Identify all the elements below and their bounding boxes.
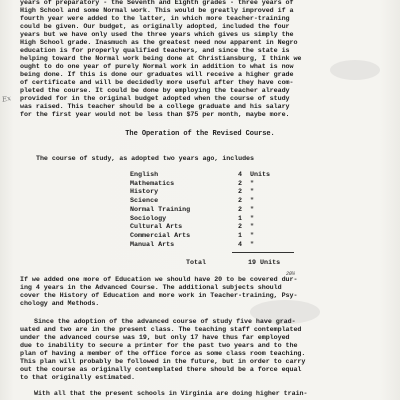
total-rule [232,252,294,253]
text-line: years but we have only used the three years which gives us simply the [20,31,294,39]
text-line: Since the adoption of the advanced course of study five have grad- [34,318,296,326]
handwritten-note: 20½ [286,271,296,277]
courses-intro: The course of study, as adopted two years ago, includes [36,155,254,163]
text-line: was raised. This teacher should be a college graduate and his salary [20,103,290,111]
text-line: of certificate and will be decidedly more useful after they have com- [20,79,294,87]
text-line: under the advanced course was 19, but only 17 have thus far employed [20,334,290,342]
course-unit-label: " [250,179,255,188]
course-unit-label: " [250,214,255,223]
course-units: 2 [237,223,242,232]
total-label: Total [186,259,207,267]
text-line: High School and some Normal work. This would be greatly improved if a [20,7,294,15]
course-unit-label: " [250,223,255,232]
margin-handwriting: Ex [1,94,12,104]
course-row [130,215,270,224]
course-unit-label: " [250,197,255,206]
course-units: 1 [237,214,242,223]
course-unit-label: " [250,231,255,240]
course-units: 2 [237,188,242,197]
text-line: years of preparatory - the Seventh and Eighth grades - three years of [20,0,294,7]
text-line: chology and Methods. [20,300,100,308]
course-name: Commercial Arts [130,231,191,240]
total-row [186,259,281,267]
course-units: 4 [237,240,242,249]
course-unit-label: Units [250,171,271,179]
text-line: out the course as originally contemplated there should be a force equal [20,366,302,374]
text-line: pleted the course. It could be done by employing the teacher already [20,87,290,95]
course-name: Manual Arts [130,240,175,249]
text-line: fourth year were added to the latter, in which more teacher-training [20,15,290,23]
text-line: education is for properly qualified teachers, and since the state is [20,47,290,55]
text-line: due to inability to secure a printer for the past two years and to the [20,342,298,350]
course-name: English [130,171,159,179]
course-row [130,171,270,180]
course-name: History [130,188,159,197]
course-row [130,197,270,206]
text-line: being done. If this is done our graduates will receive a higher grade [20,71,294,79]
text-line: provided for in the original budget adopted when the course of study [20,95,290,103]
courses-table [130,171,270,249]
text-line: If we added one more of Education we should have 20 to be covered dur- [20,276,298,284]
text-line: This plan will probably be followed in the future, but in order to carry [20,358,306,366]
course-units: 2 [237,197,242,206]
course-row [130,206,270,215]
text-line: ing 4 years in the Advanced Course. The additional subjects should [20,284,282,292]
course-row [130,180,270,189]
course-units: 2 [237,179,242,188]
paper-smudge [330,60,380,80]
course-unit-label: " [250,240,255,249]
text-line: ought to do one year of purely Normal work in addition to what is now [20,63,294,71]
course-unit-label: " [250,205,255,214]
course-name: Normal Training [130,205,191,214]
text-line: for the first year would not be less than $75 per month, maybe more. [20,111,290,119]
course-units: 1 [237,231,242,240]
text-line: to that originally estimated. [20,374,135,382]
course-row [130,241,270,250]
course-row [130,188,270,197]
course-row [130,232,270,241]
course-units: 2 [237,205,242,214]
text-line: uated and two are in the present class. The teaching staff contemplated [20,326,302,334]
course-name: Mathematics [130,179,175,188]
text-line: plan of having a member of the office force as some class room teaching. [20,350,306,358]
course-unit-label: " [250,188,255,197]
text-line: With all that the present schools in Virginia are doing higher train- [34,390,308,398]
course-row [130,223,270,232]
course-name: Science [130,197,159,206]
text-line: could be given. Our budget, as originally adopted, included the four [20,23,290,31]
course-name: Cultural Arts [130,223,183,232]
section-heading: The Operation of the Revised Course. [125,130,275,138]
course-name: Sociology [130,214,167,223]
total-value: 19 Units [248,259,281,267]
text-line: High School grade. Inasmuch as the greatest need now apparent in Negro [20,39,298,47]
text-line: helping toward the Normal work being done at Christiansburg, I think we [20,55,302,63]
course-units: 4 [237,171,242,179]
text-line: cover the History of Education and more work in Teacher-training, Psy- [20,292,298,300]
